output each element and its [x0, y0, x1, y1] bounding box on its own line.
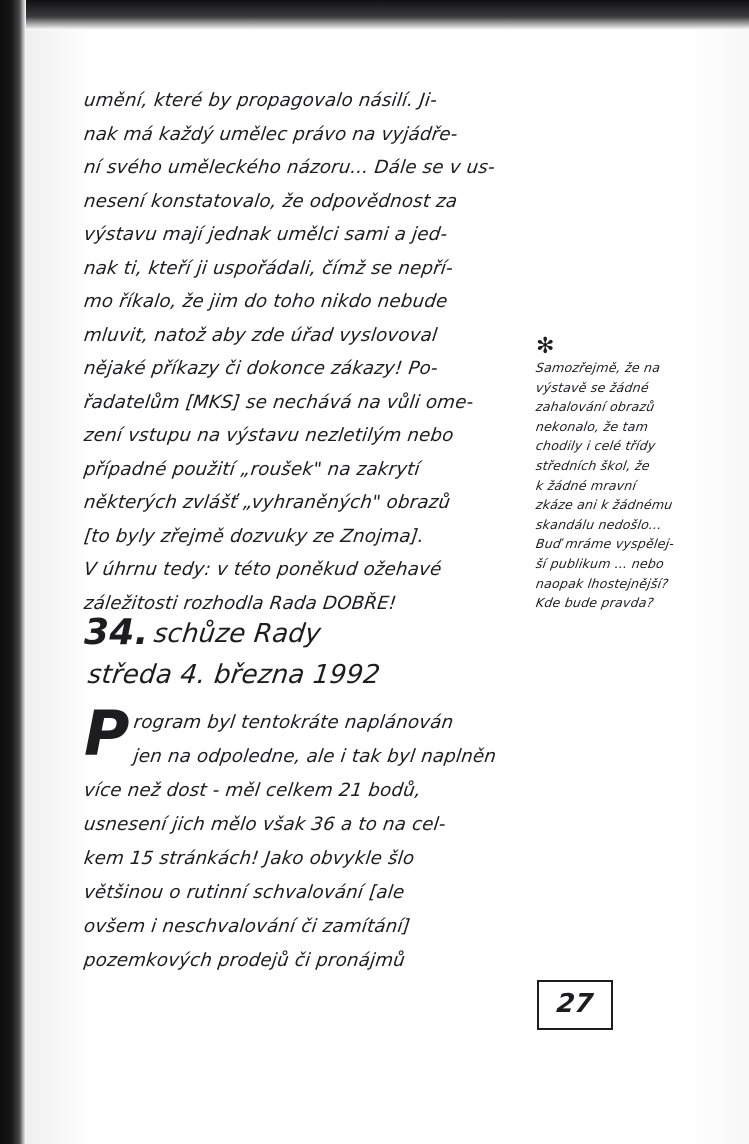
text-line: záležitosti rozhodla Rada DOBŘE! — [82, 592, 398, 614]
text-line: nak ti, kteří ji uspořádali, čímž se nepří- — [82, 257, 455, 279]
text-line: řadatelům [MKS] se nechává na vůli ome- — [82, 391, 475, 413]
text-line: mo říkalo, že jim do toho nikdo nebude — [82, 291, 449, 312]
section-title: schůze Rady — [151, 619, 323, 649]
text-line: případné použití „roušek" na zakrytí — [82, 458, 422, 480]
margin-note-line: zahalování obrazů — [534, 399, 656, 415]
text-line: některých zvlášť „vyhraněných" obrazů — [82, 492, 452, 513]
section-heading — [84, 612, 524, 693]
text-line: většinou o rutinní schvalování [ale — [82, 882, 406, 903]
text-line: umění, které by propagovalo násilí. Ji- — [82, 90, 439, 111]
text-line: zení vstupu na výstavu nezletilým nebo — [82, 425, 455, 446]
text-line: více než dost - měl celkem 21 bodů, — [82, 780, 423, 801]
margin-note — [534, 334, 736, 613]
margin-note-line: výstavě se žádné — [534, 379, 651, 395]
margin-note-line: naopak lhostejnější? — [534, 575, 670, 591]
section-date: středa 4. března 1992 — [86, 660, 382, 690]
margin-note-line: nekonalo, že tam — [534, 418, 650, 434]
margin-note-line: skandálu nedošlo... — [534, 516, 663, 532]
text-line: usnesení jich mělo však 36 a to na cel- — [82, 814, 448, 835]
drop-cap: P — [84, 697, 130, 770]
text-line: V úhrnu tedy: v této poněkud ožehavé — [82, 559, 443, 580]
second-text-block — [82, 697, 534, 978]
margin-note-line: chodily i celé třídy — [534, 438, 657, 454]
margin-note-line: Samozřejmě, že na — [534, 360, 662, 375]
text-line: ovšem i neschvalování či zamítání] — [82, 916, 412, 937]
text-line: kem 15 stránkách! Jako obvykle šlo — [82, 848, 416, 869]
text-line: [to byly zřejmě dozvuky ze Znojma]. — [82, 525, 426, 547]
text-line: ní svého uměleckého názoru... Dále se v us- — [82, 157, 497, 178]
margin-note-line: středních škol, že — [534, 457, 651, 473]
margin-note-line: ší publikum ... nebo — [534, 555, 666, 571]
asterisk-icon: ✻ — [536, 334, 555, 359]
section-number: 34. — [84, 612, 149, 653]
text-line: mluvit, natož aby zde úřad vyslovoval — [82, 324, 439, 346]
scan-edge-left — [0, 0, 26, 1144]
main-text-column — [84, 84, 514, 620]
margin-note-line: zkáze ani k žádnému — [534, 497, 674, 513]
page-number-box — [537, 980, 613, 1030]
text-line: nějaké příkazy či dokonce zákazy! Po- — [82, 358, 440, 379]
text-line: jen na odpoledne, ale i tak byl naplněn — [132, 746, 498, 767]
page-number: 27 — [555, 989, 595, 1019]
margin-note-line: Buď mráme vyspělej- — [534, 536, 676, 552]
margin-note-line: k žádné mravní — [534, 477, 638, 493]
text-line: nak má každý umělec právo na vyjádře- — [82, 123, 459, 145]
text-line: rogram byl tentokráte naplánován — [132, 712, 455, 733]
scan-edge-top — [0, 0, 749, 30]
text-line: pozemkových prodejů či pronájmů — [82, 950, 407, 971]
margin-note-line: Kde bude pravda? — [534, 595, 655, 611]
text-line: nesení konstatovalo, že odpovědnost za — [82, 190, 459, 212]
text-line: výstavu mají jednak umělci sami a jed- — [82, 224, 449, 245]
